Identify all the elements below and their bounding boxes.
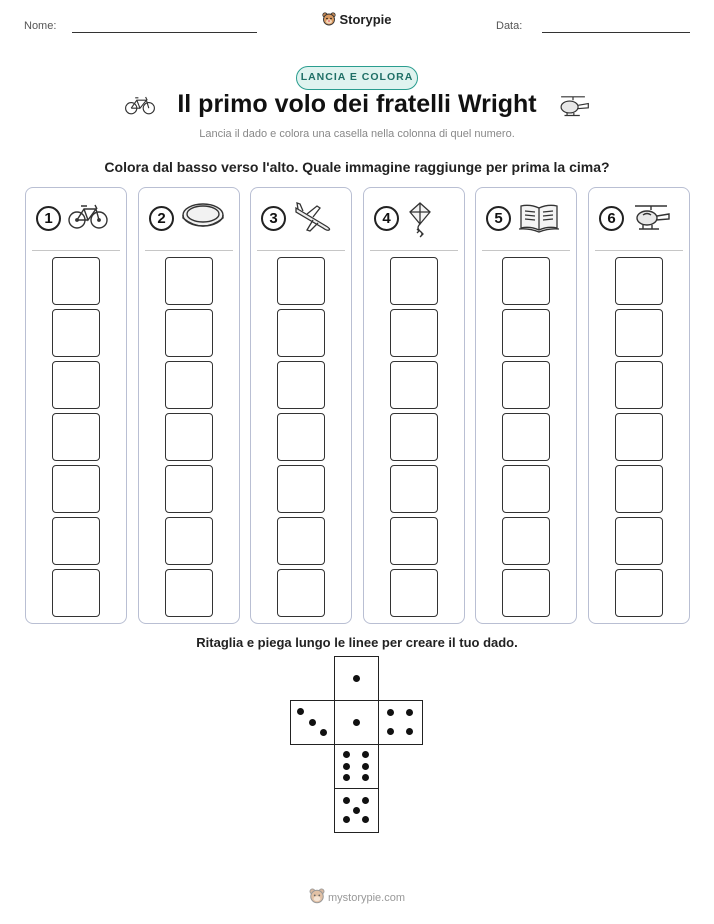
footer xyxy=(0,888,714,908)
dice-pip xyxy=(297,708,304,715)
color-box[interactable] xyxy=(390,361,438,409)
column-header xyxy=(374,202,458,242)
dice-pip xyxy=(362,797,369,804)
column-divider xyxy=(257,250,345,251)
date-label: Data: xyxy=(496,20,523,32)
color-box[interactable] xyxy=(502,569,550,617)
color-box[interactable] xyxy=(390,465,438,513)
column-number: 4 xyxy=(374,206,399,231)
dice-face-4 xyxy=(378,700,423,745)
color-box[interactable] xyxy=(165,569,213,617)
dice-pip xyxy=(353,719,360,726)
color-box[interactable] xyxy=(502,257,550,305)
name-line[interactable] xyxy=(72,32,257,33)
dice-pip xyxy=(362,774,369,781)
column-header xyxy=(36,202,120,242)
color-box[interactable] xyxy=(615,361,663,409)
color-box[interactable] xyxy=(277,517,325,565)
column-number: 6 xyxy=(599,206,624,231)
column-2 xyxy=(138,187,240,624)
dice-pip xyxy=(343,774,350,781)
color-box[interactable] xyxy=(390,517,438,565)
column-header xyxy=(261,202,345,242)
color-box[interactable] xyxy=(390,257,438,305)
color-box[interactable] xyxy=(390,569,438,617)
color-box[interactable] xyxy=(277,569,325,617)
column-6 xyxy=(588,187,690,624)
color-box[interactable] xyxy=(615,309,663,357)
color-box[interactable] xyxy=(502,309,550,357)
color-box[interactable] xyxy=(52,257,100,305)
column-divider xyxy=(482,250,570,251)
dice-pip xyxy=(362,763,369,770)
dice-pip xyxy=(362,816,369,823)
brand-name: Storypie xyxy=(339,12,392,27)
column-divider xyxy=(370,250,458,251)
instruction: Colora dal basso verso l'alto. Quale immagine raggiunge per prima la cima? xyxy=(104,159,610,175)
color-box[interactable] xyxy=(52,517,100,565)
dice-face-5 xyxy=(334,788,379,833)
dice-pip xyxy=(387,709,394,716)
color-box[interactable] xyxy=(52,465,100,513)
color-box[interactable] xyxy=(52,361,100,409)
color-box[interactable] xyxy=(502,413,550,461)
column-1 xyxy=(25,187,127,624)
column-5 xyxy=(475,187,577,624)
helicopter-icon xyxy=(631,202,671,241)
dice-pip xyxy=(343,816,350,823)
bear-icon xyxy=(322,12,336,30)
color-box[interactable] xyxy=(52,309,100,357)
column-number: 2 xyxy=(149,206,174,231)
color-box[interactable] xyxy=(277,361,325,409)
color-box[interactable] xyxy=(615,413,663,461)
dice-pip xyxy=(406,709,413,716)
color-box[interactable] xyxy=(390,309,438,357)
color-box[interactable] xyxy=(277,413,325,461)
bear-icon xyxy=(309,888,325,908)
helicopter-icon xyxy=(556,92,590,127)
column-divider xyxy=(145,250,233,251)
column-number: 1 xyxy=(36,206,61,231)
dice-pip xyxy=(353,675,360,682)
color-box[interactable] xyxy=(615,257,663,305)
subtitle: Lancia il dado e colora una casella nella colonna di quel numero. xyxy=(199,128,515,140)
color-box[interactable] xyxy=(277,465,325,513)
color-box[interactable] xyxy=(165,361,213,409)
bicycle-icon xyxy=(68,202,108,235)
color-box[interactable] xyxy=(390,413,438,461)
column-divider xyxy=(32,250,120,251)
dice-pip xyxy=(320,729,327,736)
color-box[interactable] xyxy=(615,465,663,513)
column-header xyxy=(599,202,683,242)
dice-pip xyxy=(309,719,316,726)
brand-logo xyxy=(0,12,714,30)
color-box[interactable] xyxy=(165,517,213,565)
dice-face-1 xyxy=(334,656,379,701)
activity-badge: LANCIA E COLORA xyxy=(296,66,418,90)
column-header xyxy=(486,202,570,242)
color-box[interactable] xyxy=(502,361,550,409)
color-box[interactable] xyxy=(502,465,550,513)
dice-pip xyxy=(387,728,394,735)
column-divider xyxy=(595,250,683,251)
page-title: Il primo volo dei fratelli Wright xyxy=(177,90,537,118)
name-label: Nome: xyxy=(24,20,57,32)
color-box[interactable] xyxy=(165,413,213,461)
dice-pip xyxy=(343,763,350,770)
column-3 xyxy=(250,187,352,624)
dice-face-6 xyxy=(334,744,379,789)
dice-pip xyxy=(353,807,360,814)
color-box[interactable] xyxy=(277,309,325,357)
dice-pip xyxy=(343,751,350,758)
color-box[interactable] xyxy=(615,569,663,617)
color-box[interactable] xyxy=(165,465,213,513)
column-4 xyxy=(363,187,465,624)
dice-pip xyxy=(362,751,369,758)
kite-icon xyxy=(406,202,434,243)
dice-face-1 xyxy=(334,700,379,745)
color-box[interactable] xyxy=(165,309,213,357)
footer-url: mystorypie.com xyxy=(327,892,406,904)
column-header xyxy=(149,202,233,242)
dice-face-3 xyxy=(290,700,335,745)
color-box[interactable] xyxy=(502,517,550,565)
book-icon xyxy=(518,202,560,239)
column-number: 5 xyxy=(486,206,511,231)
dice-pip xyxy=(343,797,350,804)
date-line[interactable] xyxy=(542,32,690,33)
airplane-icon xyxy=(293,202,333,239)
color-box[interactable] xyxy=(165,257,213,305)
coin-icon xyxy=(181,202,225,235)
color-box[interactable] xyxy=(615,517,663,565)
cut-instruction: Ritaglia e piega lungo le linee per creare il tuo dado. xyxy=(196,635,518,650)
color-box[interactable] xyxy=(52,569,100,617)
column-number: 3 xyxy=(261,206,286,231)
color-box[interactable] xyxy=(277,257,325,305)
color-box[interactable] xyxy=(52,413,100,461)
dice-pip xyxy=(406,728,413,735)
